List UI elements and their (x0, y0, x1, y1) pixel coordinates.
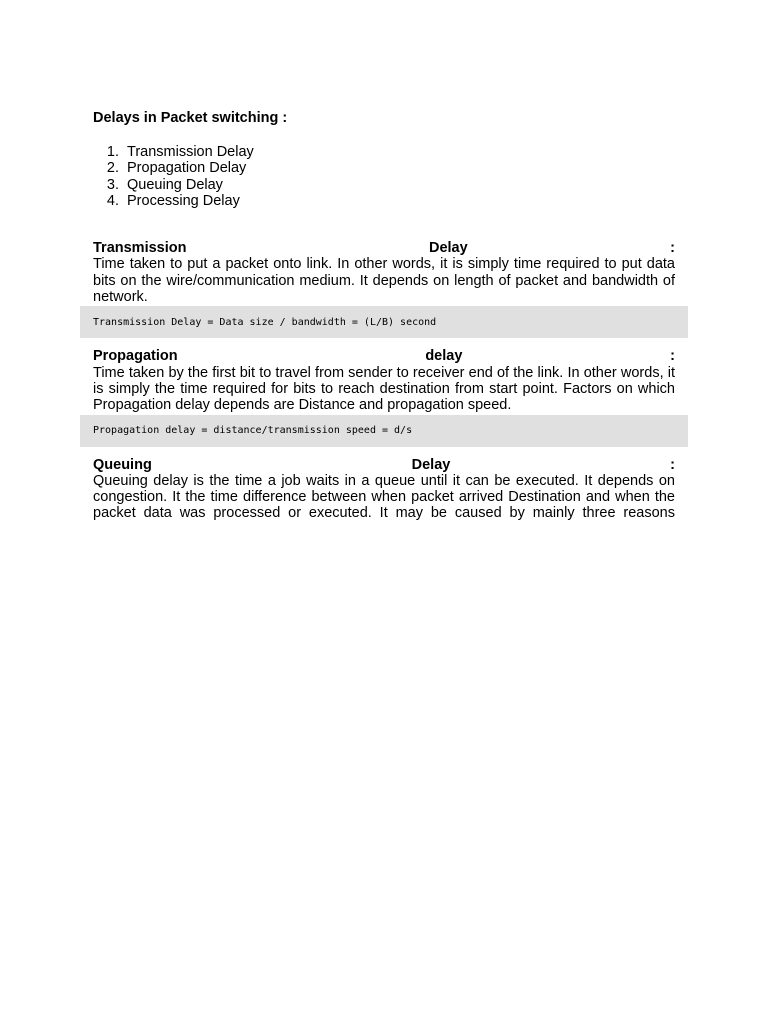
section-body: Queuing delay is the time a job waits in a queue until it can be executed. It depends on congestion. It the time difference between when packet arrived Destination and when the packet data was processed or executed. It may be caused by mainly three reasons (93, 472, 675, 522)
heading-word: Delay (411, 456, 451, 473)
heading-word: Transmission (93, 240, 187, 257)
formula-text: Transmission Delay = Data size / bandwidth = (L/B) second (93, 316, 437, 328)
list-item-label: Transmission Delay (127, 144, 254, 160)
section-heading (93, 240, 675, 256)
transmission-delay-section (93, 240, 675, 338)
list-number: 4. (106, 192, 119, 209)
list-item (93, 193, 675, 209)
list-item (93, 144, 675, 160)
section-body: Time taken by the first bit to travel from sender to receiver end of the link. In other words, it is simply the time required for bits to reach destination from start point. Factors on which Propagation delay depends are Distance and propagation speed. (93, 364, 675, 414)
list-item-label: Processing Delay (127, 192, 240, 209)
list-number: 3. (106, 176, 119, 193)
section-body: Time taken to put a packet onto link. In other words, it is simply time required to put data bits on the wire/communication medium. It depends on length of packet and bandwidth of network. (93, 256, 675, 306)
queuing-delay-section (93, 457, 675, 522)
formula-box (80, 306, 688, 338)
heading-colon: : (670, 348, 675, 365)
heading-colon: : (670, 456, 675, 473)
formula-box (80, 415, 688, 447)
list-item-label: Propagation Delay (127, 160, 247, 177)
propagation-delay-section (93, 348, 675, 446)
heading-word: Propagation (93, 348, 178, 365)
list-item (93, 160, 675, 176)
list-number: 2. (106, 160, 119, 177)
heading-word: Delay (428, 240, 468, 257)
section-heading (93, 348, 675, 364)
heading-colon: : (670, 240, 675, 257)
list-item-label: Queuing Delay (127, 176, 223, 193)
document-title: Delays in Packet switching : (93, 110, 288, 126)
heading-word: Queuing (93, 456, 152, 473)
heading-word: delay (425, 348, 463, 365)
delay-types-list (93, 144, 675, 209)
section-heading (93, 457, 675, 473)
list-item (93, 177, 675, 193)
formula-text: Propagation delay = distance/transmission speed = d/s (93, 425, 413, 437)
document-page (93, 108, 675, 522)
list-number: 1. (106, 144, 119, 160)
